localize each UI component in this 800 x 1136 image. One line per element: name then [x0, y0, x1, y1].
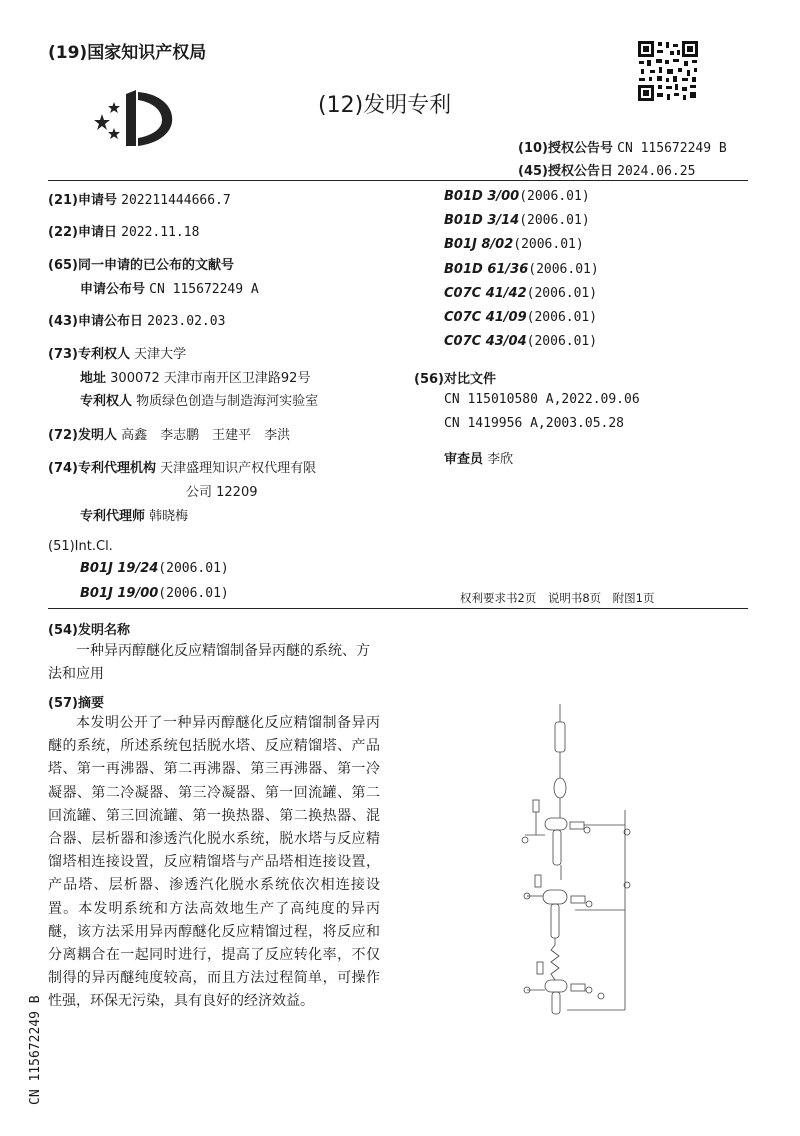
page-count: 权利要求书2页 说明书8页 附图1页 [460, 591, 655, 605]
ipc-version: (2006.01) [528, 262, 599, 277]
agency-value: 天津盛理知识产权代理有限 [160, 461, 317, 476]
ipc-code: C07C 41/09 [444, 310, 527, 325]
address-label: 地址 [80, 371, 107, 386]
agency-line2: 公司 12209 [186, 485, 258, 500]
grant-pub-date-label: (45)授权公告日 [518, 164, 613, 179]
pub-date-label: (43)申请公布日 [48, 314, 143, 329]
section-divider [48, 608, 748, 609]
title-label: (54)发明名称 [48, 623, 130, 638]
address [80, 367, 310, 386]
cnipa-logo [92, 88, 176, 150]
grant-pub-no-value: CN 115672249 B [617, 141, 727, 156]
ipc-code: C07C 41/42 [444, 286, 527, 301]
address-value: 300072 天津市南开区卫津路92号 [110, 371, 311, 386]
ipc-code: B01D 3/14 [444, 213, 520, 228]
application-date [48, 221, 199, 240]
ipc-version: (2006.01) [526, 286, 598, 301]
prior-pub-no-value: CN 115672249 A [149, 282, 259, 297]
app-date-label: (22)申请日 [48, 225, 117, 240]
ipc-item [444, 334, 597, 349]
application-number [48, 189, 231, 208]
intcl-label: (51)Int.Cl. [48, 539, 113, 554]
side-patent-number: CN 115672249 B [28, 995, 43, 1105]
prior-pub-no-label: 申请公布号 [80, 282, 146, 297]
ipc-item [444, 237, 584, 252]
inventors-label: (72)发明人 [48, 428, 117, 443]
grant-pub-date-value: 2024.06.25 [617, 164, 696, 179]
app-no-label: (21)申请号 [48, 193, 117, 208]
grant-pub-date [518, 160, 695, 179]
office-name: (19)国家知识产权局 [48, 43, 207, 63]
prior-publication-number [80, 278, 259, 297]
ipc-code: B01D 3/00 [444, 189, 520, 204]
app-no-value: 202211444666.7 [121, 193, 231, 208]
grant-pub-no [518, 137, 727, 156]
agent [80, 505, 188, 524]
abstract-label: (57)摘要 [48, 696, 104, 711]
patentee-value: 天津大学 [134, 347, 187, 362]
prior-publication-label: (65)同一申请的已公布的文献号 [48, 258, 234, 273]
cited-doc: CN 115010580 A,2022.09.06 [444, 392, 640, 407]
ipc-code: B01J 8/02 [444, 237, 514, 252]
header-divider [48, 180, 748, 181]
ipc-code: C07C 43/04 [444, 334, 527, 349]
intcl-version: (2006.01) [158, 561, 229, 576]
agency [48, 457, 316, 476]
ipc-item [444, 286, 597, 301]
agent-label: 专利代理师 [80, 509, 146, 524]
process-flow-figure [515, 700, 640, 1030]
publication-date [48, 310, 225, 329]
intcl-item [80, 561, 229, 576]
ipc-item [444, 213, 590, 228]
examiner-label: 审查员 [444, 452, 484, 467]
cited-doc: CN 1419956 A,2003.05.28 [444, 416, 625, 431]
ipc-version: (2006.01) [513, 237, 584, 252]
patentee [48, 343, 186, 362]
patentee2-value: 物质绿色创造与制造海河实验室 [136, 394, 319, 409]
abstract-text: 本发明公开了一种异丙醇醚化反应精馏制备异丙醚的系统，所述系统包括脱水塔、反应精馏塔、产品塔、第一再沸器、第二再沸器、第三再沸器、第一冷凝器、第二冷凝器、第三冷凝器、第一回流罐、第二回流罐、第三回流罐、第一换热器、第二换热器、混合器、层析器和渗透汽化脱水系统，脱水塔与反应精馏塔相连接设置，反应精馏塔与产品塔相连接设置，产品塔、层析器、渗透汽化脱水系统依次相连接设置。本发明系统和方法高效地生产了高纯度的异丙醚，该方法采用异丙醇醚化反应精馏过程，将反应和分离耦合在一起同时进行，提高了反应转化率，不仅制得的异丙醚纯度较高，而且方法过程简单，可操作性强，环保无污染，具有良好的经济效益。 [48, 715, 380, 1010]
intcl-item [80, 586, 229, 601]
grant-pub-no-label: (10)授权公告号 [518, 141, 613, 156]
ipc-version: (2006.01) [519, 189, 590, 204]
app-date-value: 2022.11.18 [121, 225, 200, 240]
invention-title: 一种异丙醇醚化反应精馏制备异丙醚的系统、方法和应用 [48, 643, 370, 682]
ipc-version: (2006.01) [526, 310, 598, 325]
cited-docs-label: (56)对比文件 [414, 372, 496, 387]
ipc-version: (2006.01) [526, 334, 598, 349]
inventors [48, 424, 290, 443]
inventors-value: 高鑫 李志鹏 王建平 李洪 [121, 428, 291, 443]
agency-label: (74)专利代理机构 [48, 461, 156, 476]
patentee2-label: 专利权人 [80, 394, 133, 409]
qr-code-icon [637, 40, 699, 102]
pub-date-value: 2023.02.03 [147, 314, 226, 329]
ipc-item [444, 310, 597, 325]
ipc-item [444, 189, 590, 204]
patentee-2 [80, 390, 318, 409]
ipc-item [444, 262, 599, 277]
patentee-label: (73)专利权人 [48, 347, 130, 362]
agent-value: 韩晓梅 [149, 509, 189, 524]
intcl-code: B01J 19/00 [80, 586, 159, 601]
intcl-version: (2006.01) [158, 586, 229, 601]
intcl-code: B01J 19/24 [80, 561, 159, 576]
document-type: (12)发明专利 [318, 93, 452, 118]
examiner [444, 448, 513, 467]
ipc-code: B01D 61/36 [444, 262, 529, 277]
ipc-version: (2006.01) [519, 213, 590, 228]
examiner-value: 李欣 [487, 452, 514, 467]
